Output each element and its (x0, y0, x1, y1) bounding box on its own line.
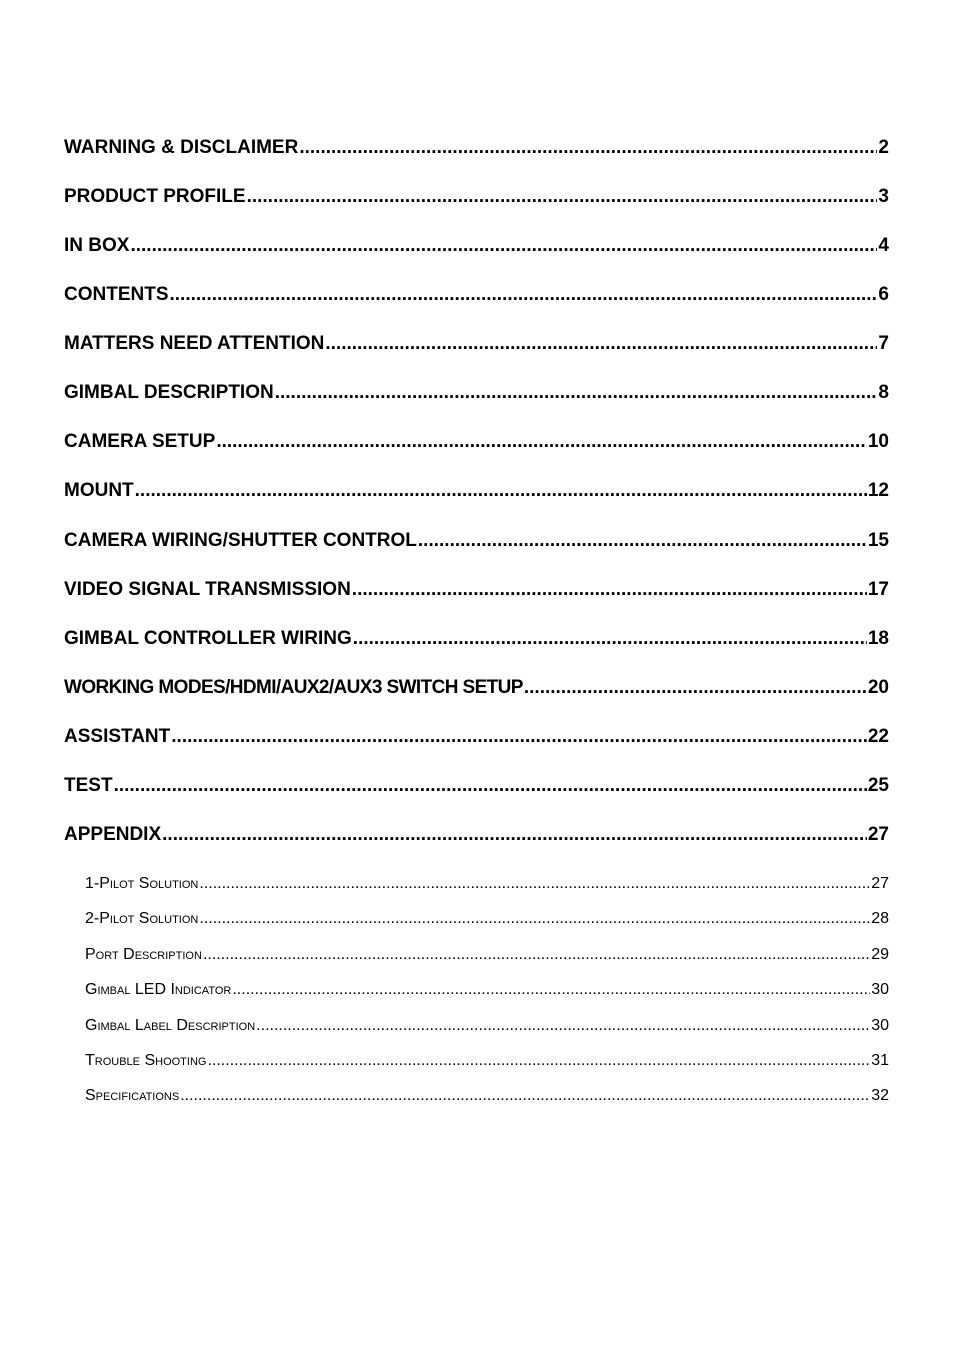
toc-entry-title: Gimbal LED Indicator (85, 981, 232, 998)
toc-entry-title: PRODUCT PROFILE (64, 186, 246, 207)
dot-leader (171, 724, 867, 750)
toc-entry-page: 10 (867, 431, 889, 452)
toc-entry-product-profile[interactable] (64, 184, 889, 210)
toc-entry-page: 7 (878, 333, 889, 354)
toc-entry-title: CAMERA SETUP (64, 431, 216, 452)
toc-entry-assistant[interactable] (64, 724, 889, 750)
toc-entry-camera-setup[interactable] (64, 429, 889, 455)
toc-entry-page: 17 (867, 579, 889, 600)
toc-entry-page: 3 (878, 186, 889, 207)
toc-entry-gimbal-description[interactable] (64, 380, 889, 406)
dot-leader (353, 626, 867, 652)
dot-leader (162, 822, 867, 848)
toc-entry-page: 29 (871, 946, 889, 963)
toc-entry-page: 27 (871, 875, 889, 892)
dot-leader (232, 979, 870, 1001)
dot-leader (114, 773, 867, 799)
toc-entry-page: 30 (871, 1017, 889, 1034)
toc-entry-working-modes[interactable] (64, 675, 889, 701)
toc-entry-title: GIMBAL CONTROLLER WIRING (64, 628, 352, 649)
toc-entry-title: Port Description (85, 946, 202, 963)
toc-subentry-2-pilot-solution[interactable] (85, 908, 889, 930)
toc-subentry-trouble-shooting[interactable] (85, 1050, 889, 1072)
toc-entry-page: 25 (867, 775, 889, 796)
toc-entry-title: WARNING & DISCLAIMER (64, 137, 299, 158)
toc-subentry-port-description[interactable] (85, 944, 889, 966)
dot-leader (524, 675, 867, 701)
dot-leader (418, 528, 867, 554)
toc-entry-page: 4 (878, 235, 889, 256)
dot-leader (199, 908, 870, 930)
toc-entry-page: 2 (878, 137, 889, 158)
dot-leader (247, 184, 878, 210)
toc-entry-title: Specifications (85, 1087, 180, 1104)
toc-entry-title: CONTENTS (64, 284, 169, 305)
toc-entry-page: 28 (871, 910, 889, 927)
dot-leader (352, 577, 867, 603)
toc-entry-contents[interactable] (64, 282, 889, 308)
toc-entry-warning-disclaimer[interactable] (64, 135, 889, 161)
toc-entry-title: CAMERA WIRING/SHUTTER CONTROL (64, 530, 417, 551)
dot-leader (299, 135, 877, 161)
toc-entry-page: 6 (878, 284, 889, 305)
toc-entry-title: Trouble Shooting (85, 1052, 207, 1069)
toc-entry-in-box[interactable] (64, 233, 889, 259)
toc-subentry-gimbal-label-description[interactable] (85, 1015, 889, 1037)
toc-entry-title: 2-Pilot Solution (85, 910, 199, 927)
toc-entry-title: MOUNT (64, 480, 134, 501)
toc-entry-page: 8 (878, 382, 889, 403)
dot-leader (207, 1050, 870, 1072)
toc-entry-page: 22 (867, 726, 889, 747)
toc-entry-title: IN BOX (64, 235, 130, 256)
toc-entry-gimbal-controller-wiring[interactable] (64, 626, 889, 652)
dot-leader (130, 233, 877, 259)
dot-leader (135, 478, 867, 504)
toc-entry-title: GIMBAL DESCRIPTION (64, 382, 274, 403)
toc-entry-video-signal[interactable] (64, 577, 889, 603)
toc-entry-page: 32 (871, 1087, 889, 1104)
dot-leader (170, 282, 878, 308)
toc-entry-matters-need-attention[interactable] (64, 331, 889, 357)
toc-entry-page: 30 (871, 981, 889, 998)
toc-entry-page: 31 (871, 1052, 889, 1069)
dot-leader (256, 1015, 870, 1037)
toc-entry-page: 18 (867, 628, 889, 649)
toc-entry-title: WORKING MODES/HDMI/AUX2/AUX3 SWITCH SETUP (64, 677, 523, 698)
dot-leader (180, 1085, 870, 1107)
toc-entry-camera-wiring[interactable] (64, 528, 889, 554)
dot-leader (203, 944, 870, 966)
toc-subentry-gimbal-led-indicator[interactable] (85, 979, 889, 1001)
toc-subentry-specifications[interactable] (85, 1085, 889, 1107)
toc-entry-title: TEST (64, 775, 113, 796)
toc-entry-test[interactable] (64, 773, 889, 799)
toc-entry-title: MATTERS NEED ATTENTION (64, 333, 325, 354)
toc-entry-title: 1-Pilot Solution (85, 875, 199, 892)
toc-entry-title: VIDEO SIGNAL TRANSMISSION (64, 579, 351, 600)
toc-subentry-1-pilot-solution[interactable] (85, 873, 889, 895)
toc-entry-page: 12 (867, 480, 889, 501)
dot-leader (199, 873, 870, 895)
toc-entry-page: 15 (867, 530, 889, 551)
toc-entry-title: APPENDIX (64, 824, 162, 845)
toc-entry-title: ASSISTANT (64, 726, 171, 747)
dot-leader (275, 380, 878, 406)
toc-entry-appendix[interactable] (64, 822, 889, 848)
toc-entry-page: 27 (867, 824, 889, 845)
dot-leader (325, 331, 877, 357)
toc-entry-mount[interactable] (64, 478, 889, 504)
toc-entry-title: Gimbal Label Description (85, 1017, 256, 1034)
toc-entry-page: 20 (867, 677, 889, 698)
dot-leader (216, 429, 867, 455)
